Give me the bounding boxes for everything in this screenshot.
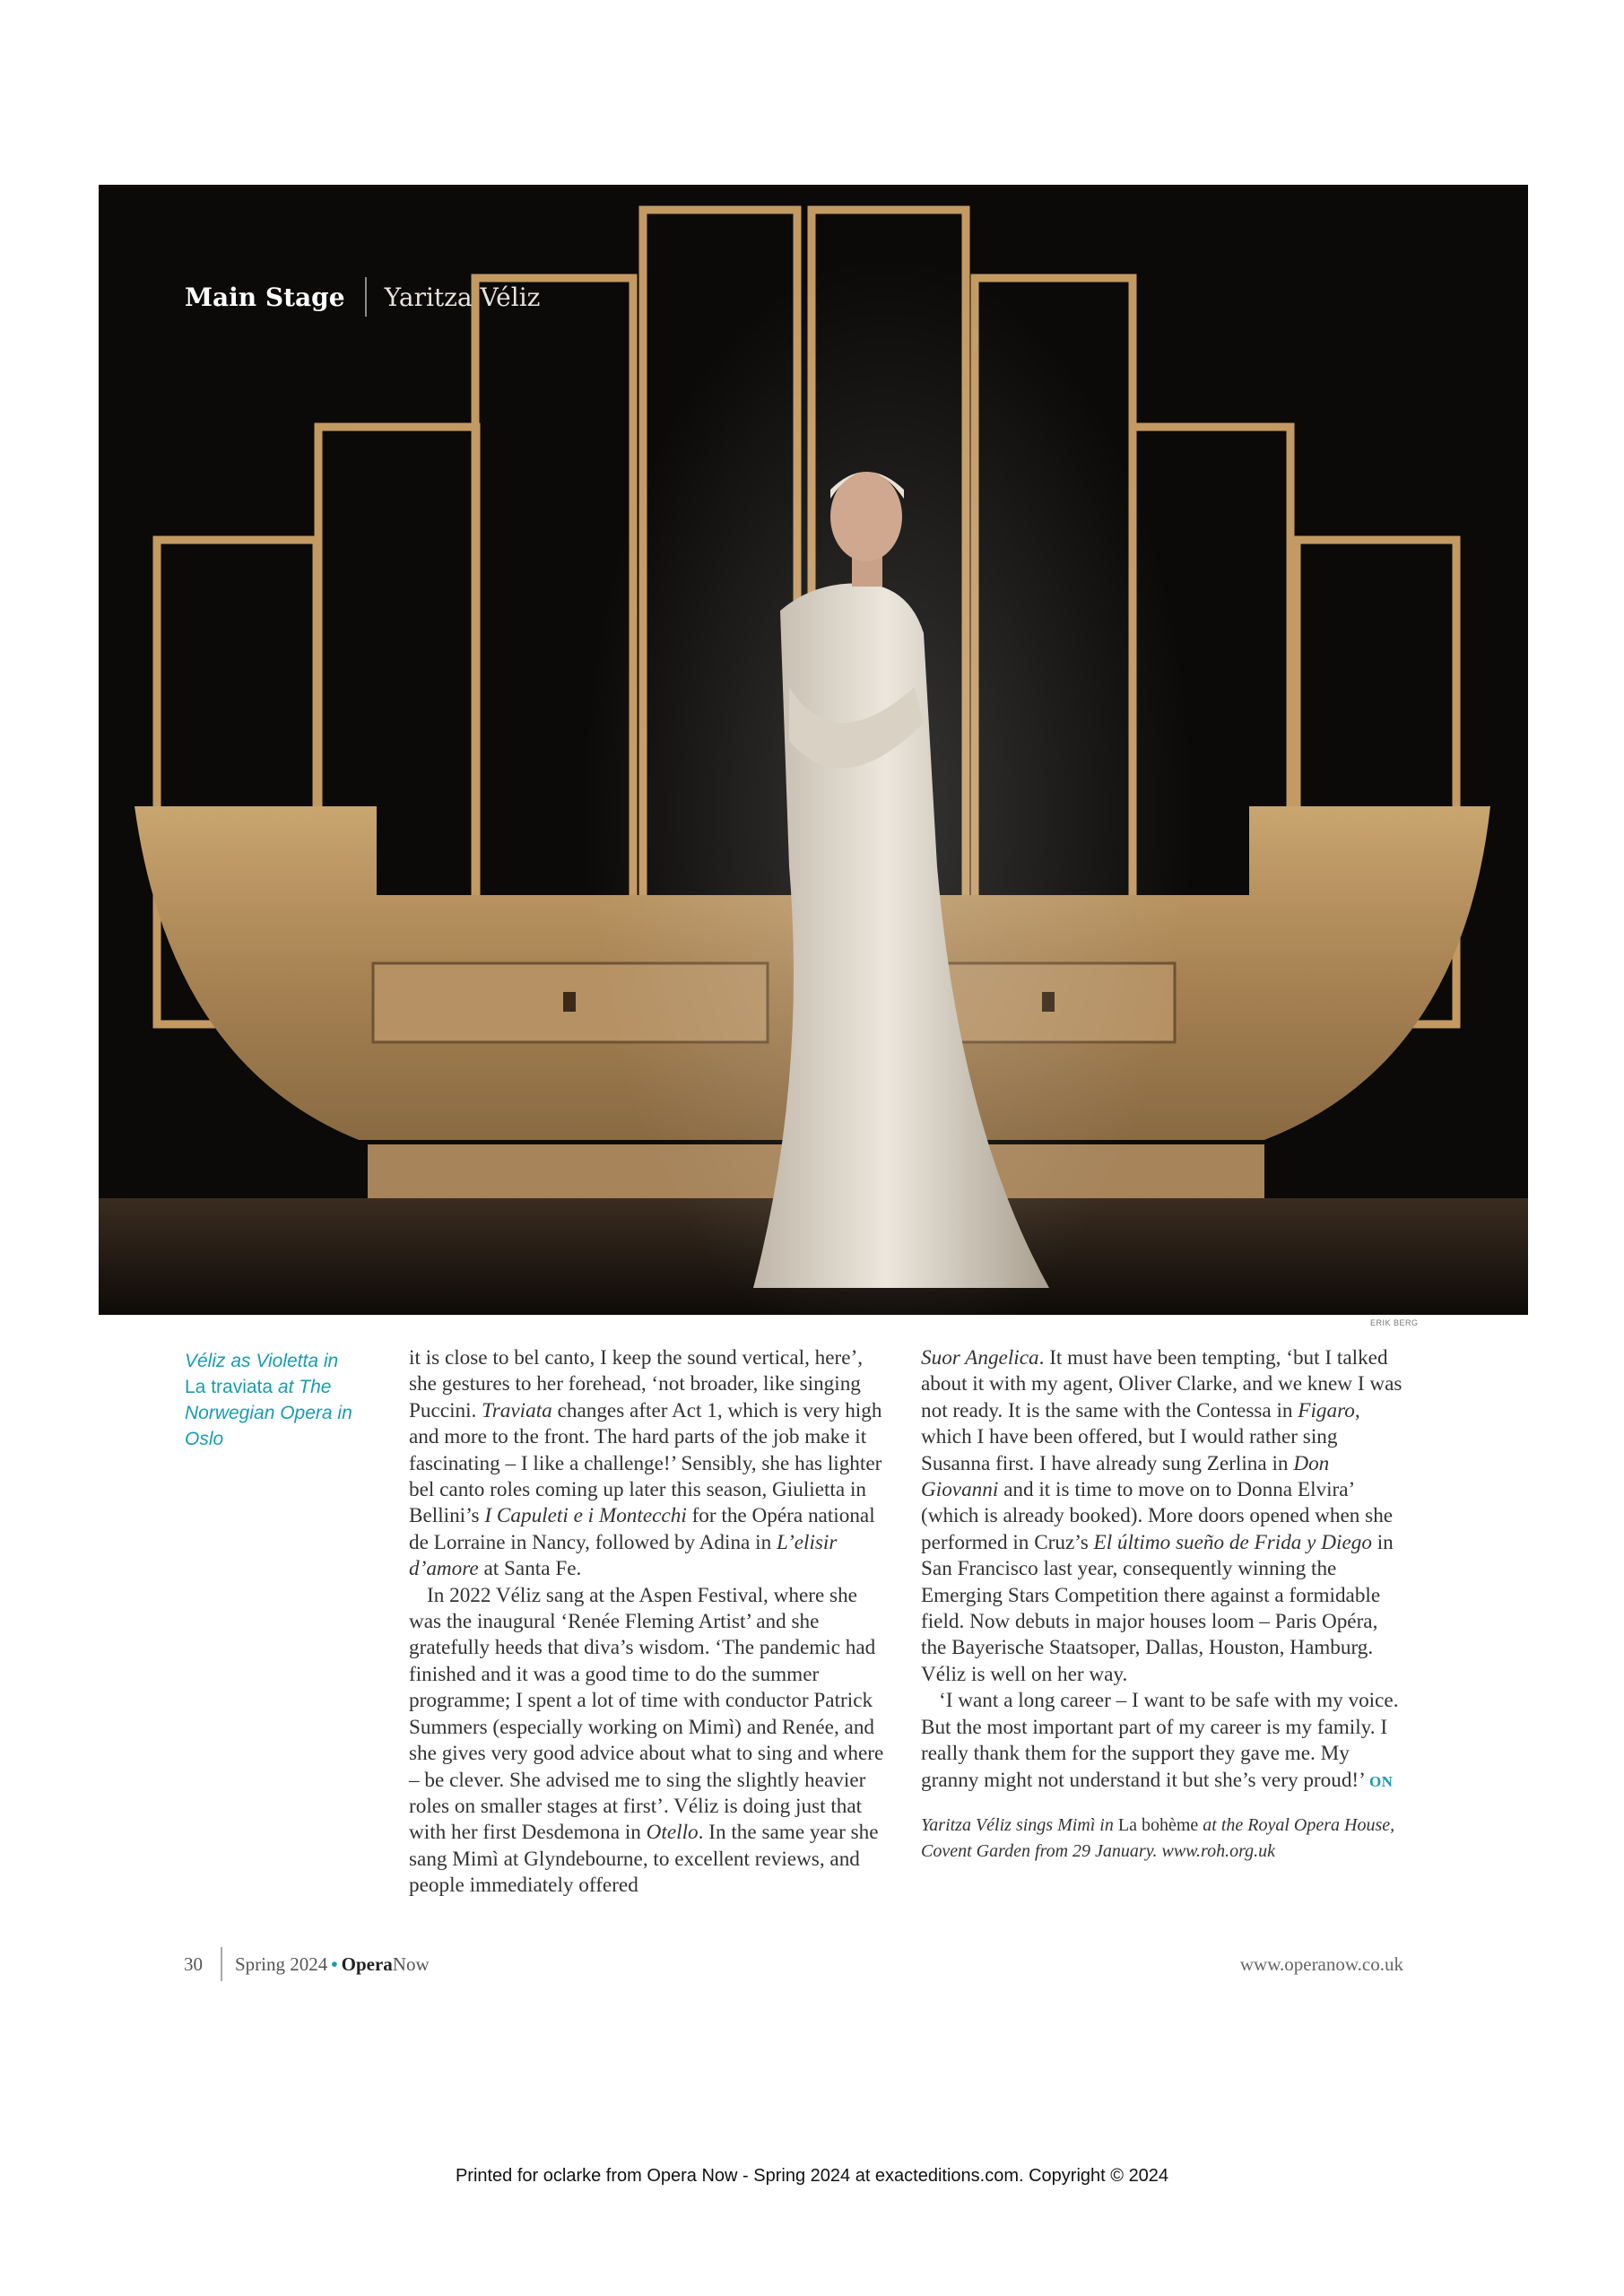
paragraph: it is close to bel canto, I keep the sound vertical, here’, she gestures to her forehead, ‘not broader, like singing Puccini. Traviata changes after Act 1, which is very high and more to the front. The hard parts of the job make it fascinating – I like a challenge!’ Sensibly, she has lighter bel canto roles coming up later this season, Giulietta in Bellini’s I Capuleti e i Montecchi for the Opéra national de Lorraine in Nancy, followed by Adina in L’elisir d’amore at Santa Fe. [409,1346,882,1581]
caption-line: Norwegian Opera in Oslo [185,1403,352,1449]
photo-credit: ERIK BERG [1370,1318,1419,1327]
end-mark: ON [1368,1772,1394,1790]
body-column-1 [409,1345,893,1900]
stage-illustration [99,185,1528,1315]
photo-caption [185,1348,378,1452]
footer-divider [221,1947,222,1981]
performance-note: Yaritza Véliz sings Mimì in La bohème at the Royal Opera House, Covent Garden from 29 January. www.roh.org.uk [921,1814,1395,1861]
caption-line: La traviata at The [185,1377,332,1397]
page-number: 30 [184,1952,203,1975]
paragraph: ‘I want a long career – I want to be safe with my voice. But the most important part of my career is my family. I really thank them for the support they gave me. My granny might not understand it but she’s very proud!’ ON [921,1689,1399,1792]
body-column-2 [921,1345,1405,1865]
header-divider [365,277,367,317]
brand-now: Now [392,1952,430,1975]
website-link[interactable]: www.operanow.co.uk [1239,1952,1403,1975]
section-header [185,274,540,319]
brand-opera: Opera [341,1952,393,1975]
paragraph: In 2022 Véliz sang at the Aspen Festival, where she was the inaugural ‘Renée Fleming Artist’ and she gratefully heeds that diva’s wisdom. ‘The pandemic had finished and it was a good time to do the summer programme; I spent a lot of time with conductor Patrick Summers (especially working on Mimì) and Renée, and she gives very good advice about what to sing and where – be clever. She advised me to sing the slightly heavier roles on smaller stages at first’. Véliz is doing just that with her first Desdemona in Otello. In the same year she sang Mimì at Glyndebourne, to excellent reviews, and people immediately offered [409,1583,884,1898]
paragraph: Suor Angelica. It must have been tempting, ‘but I talked about it with my agent, Oliver Clarke, and we knew I was not ready. It is the same with the Contessa in Figaro, which I have been offered, but I would rather sing Susanna first. I have already sung Zerlina in Don Giovanni and it is time to move on to Donna Elvira’ (which is already booked). More doors opened when she performed in Cruz’s El último sueño de Frida y Diego in San Francisco last year, consequently winning the Emerging Stars Competition there against a formidable field. Now debuts in major houses loom – Paris Opéra, the Bayerische Staatsoper, Dallas, Houston, Hamburg. Véliz is well on her way. [921,1346,1403,1686]
caption-line: Véliz as Violetta in [185,1351,339,1371]
page-footer [184,1946,1403,1982]
article-subject: Yaritza Véliz [384,282,541,312]
issue-label: Spring 2024 [235,1952,328,1975]
footer-dot: • [331,1952,338,1975]
print-notice: Printed for oclarke from Opera Now - Spring 2024 at exacteditions.com. Copyright © 2024 [455,2166,1169,2186]
section-label: Main Stage [185,282,345,312]
stage-photo [99,185,1528,1315]
